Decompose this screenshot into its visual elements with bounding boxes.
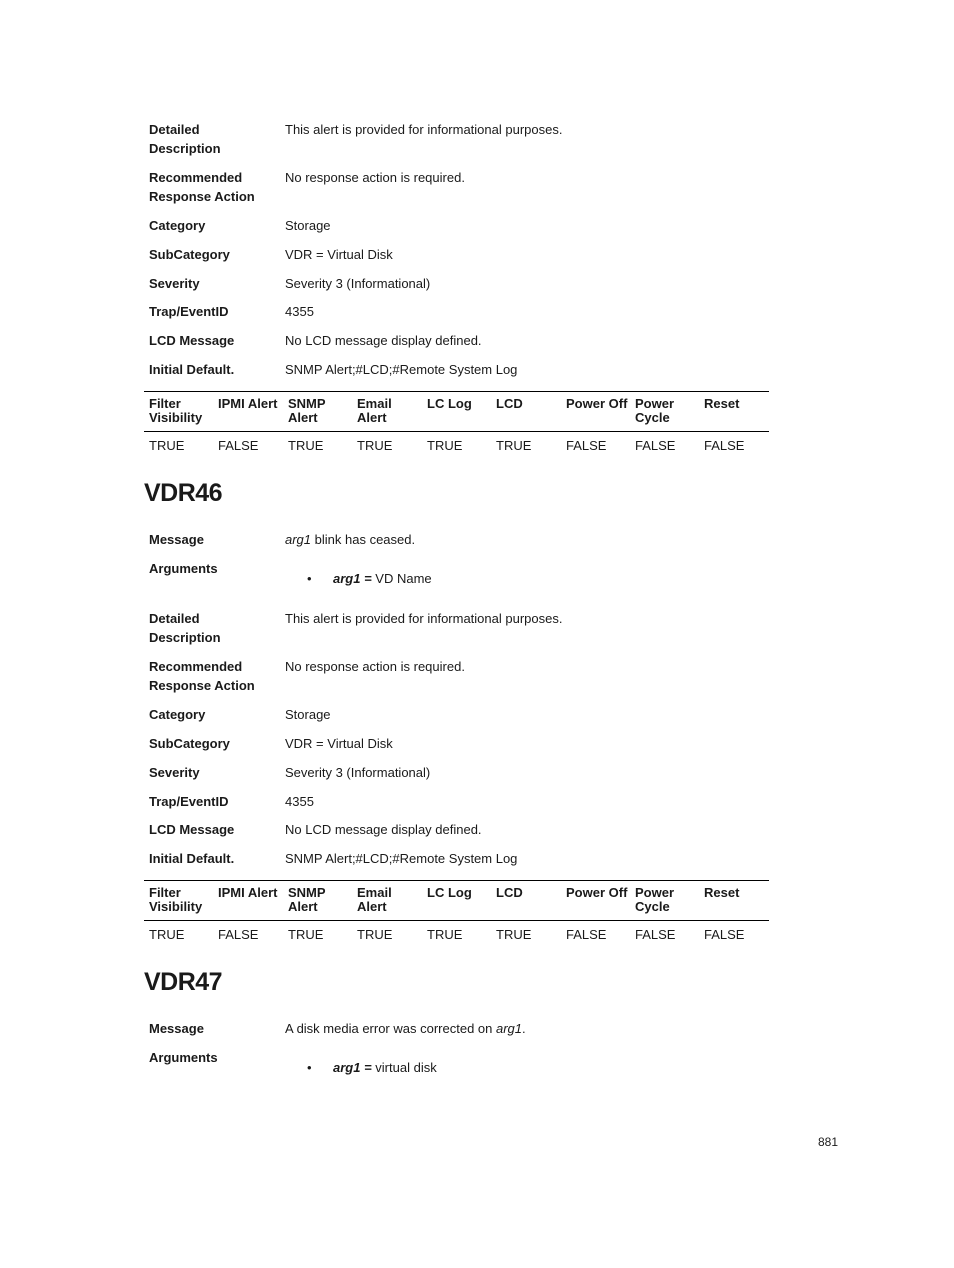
header-email-alert: Email Alert <box>357 885 392 914</box>
detailed-description-label: Detailed Description <box>149 122 221 156</box>
cell-ipmi-alert: FALSE <box>218 927 259 942</box>
lcd-message-value: No LCD message display defined. <box>285 822 482 837</box>
severity-label: Severity <box>149 276 200 291</box>
cell-power-off: FALSE <box>566 927 607 942</box>
lcd-message-label: LCD Message <box>149 333 235 348</box>
message-label: Message <box>149 532 204 547</box>
bullet-icon: • <box>307 571 312 586</box>
header-snmp-alert: SNMP Alert <box>288 885 326 914</box>
table-top-rule <box>144 880 769 881</box>
header-lcd: LCD <box>496 396 523 411</box>
header-lcd: LCD <box>496 885 523 900</box>
header-power-off: Power Off <box>566 396 628 411</box>
cell-ipmi-alert: FALSE <box>218 438 259 453</box>
category-value: Storage <box>285 707 331 722</box>
header-power-cycle: Power Cycle <box>635 885 675 914</box>
header-power-cycle: Power Cycle <box>635 396 675 425</box>
header-filter-visibility: Filter Visibility <box>149 885 203 914</box>
message-arg: arg1 <box>495 1021 523 1036</box>
trap-eventid-value: 4355 <box>285 794 314 809</box>
trap-eventid-label: Trap/EventID <box>149 304 229 319</box>
detailed-description-value: This alert is provided for informational purposes. <box>285 122 563 137</box>
page-number: 881 <box>818 1135 839 1149</box>
header-reset: Reset <box>704 396 740 411</box>
cell-lcd: TRUE <box>496 927 532 942</box>
argument-eq: = <box>360 571 376 586</box>
cell-filter-visibility: TRUE <box>149 927 185 942</box>
initial-default-value: SNMP Alert;#LCD;#Remote System Log <box>285 362 518 377</box>
header-ipmi-alert: IPMI Alert <box>218 885 278 900</box>
initial-default-value: SNMP Alert;#LCD;#Remote System Log <box>285 851 518 866</box>
severity-value: Severity 3 (Informational) <box>285 276 431 291</box>
subcategory-value: VDR = Virtual Disk <box>285 247 393 262</box>
subcategory-label: SubCategory <box>149 247 230 262</box>
bullet-icon: • <box>307 1060 312 1075</box>
argument-item <box>333 1058 437 1077</box>
message-arg: arg1 <box>285 532 312 547</box>
argument-desc: virtual disk <box>375 1060 437 1075</box>
header-lc-log: LC Log <box>427 885 472 900</box>
trap-eventid-label: Trap/EventID <box>149 794 229 809</box>
argument-desc: VD Name <box>375 571 432 586</box>
message-text: A disk media error was corrected on <box>285 1021 496 1036</box>
recommended-action-label: Recommended Response Action <box>149 170 255 204</box>
header-reset: Reset <box>704 885 740 900</box>
lcd-message-value: No LCD message display defined. <box>285 333 482 348</box>
header-filter-visibility: Filter Visibility <box>149 396 203 425</box>
arguments-label: Arguments <box>149 561 218 576</box>
cell-power-cycle: FALSE <box>635 927 676 942</box>
recommended-action-value: No response action is required. <box>285 659 465 674</box>
cell-email-alert: TRUE <box>357 438 393 453</box>
argument-item <box>333 569 432 588</box>
table-header-rule <box>144 431 769 432</box>
cell-power-cycle: FALSE <box>635 438 676 453</box>
severity-label: Severity <box>149 765 200 780</box>
cell-lc-log: TRUE <box>427 927 463 942</box>
cell-reset: FALSE <box>704 438 745 453</box>
category-label: Category <box>149 707 206 722</box>
cell-reset: FALSE <box>704 927 745 942</box>
section-heading: VDR47 <box>144 968 223 996</box>
argument-name: arg1 <box>333 571 361 586</box>
detailed-description-value: This alert is provided for informational purposes. <box>285 611 563 626</box>
cell-snmp-alert: TRUE <box>288 927 324 942</box>
subcategory-label: SubCategory <box>149 736 230 751</box>
subcategory-value: VDR = Virtual Disk <box>285 736 393 751</box>
severity-value: Severity 3 (Informational) <box>285 765 431 780</box>
message-label: Message <box>149 1021 204 1036</box>
category-value: Storage <box>285 218 331 233</box>
table-top-rule <box>144 391 769 392</box>
cell-snmp-alert: TRUE <box>288 438 324 453</box>
arguments-label: Arguments <box>149 1050 218 1065</box>
message-value <box>285 1019 526 1038</box>
cell-email-alert: TRUE <box>357 927 393 942</box>
table-header-rule <box>144 920 769 921</box>
cell-lcd: TRUE <box>496 438 532 453</box>
cell-filter-visibility: TRUE <box>149 438 185 453</box>
header-power-off: Power Off <box>566 885 628 900</box>
recommended-action-value: No response action is required. <box>285 170 465 185</box>
message-text: blink has ceased. <box>311 532 416 547</box>
initial-default-label: Initial Default. <box>149 362 235 377</box>
cell-power-off: FALSE <box>566 438 607 453</box>
section-heading: VDR46 <box>144 479 223 507</box>
recommended-action-label: Recommended Response Action <box>149 659 255 693</box>
header-ipmi-alert: IPMI Alert <box>218 396 278 411</box>
detailed-description-label: Detailed Description <box>149 611 221 645</box>
message-value <box>285 530 415 549</box>
lcd-message-label: LCD Message <box>149 822 235 837</box>
trap-eventid-value: 4355 <box>285 304 314 319</box>
cell-lc-log: TRUE <box>427 438 463 453</box>
category-label: Category <box>149 218 206 233</box>
argument-name: arg1 <box>333 1060 361 1075</box>
header-lc-log: LC Log <box>427 396 472 411</box>
argument-eq: = <box>360 1060 376 1075</box>
initial-default-label: Initial Default. <box>149 851 235 866</box>
message-end: . <box>522 1021 526 1036</box>
header-email-alert: Email Alert <box>357 396 392 425</box>
header-snmp-alert: SNMP Alert <box>288 396 326 425</box>
